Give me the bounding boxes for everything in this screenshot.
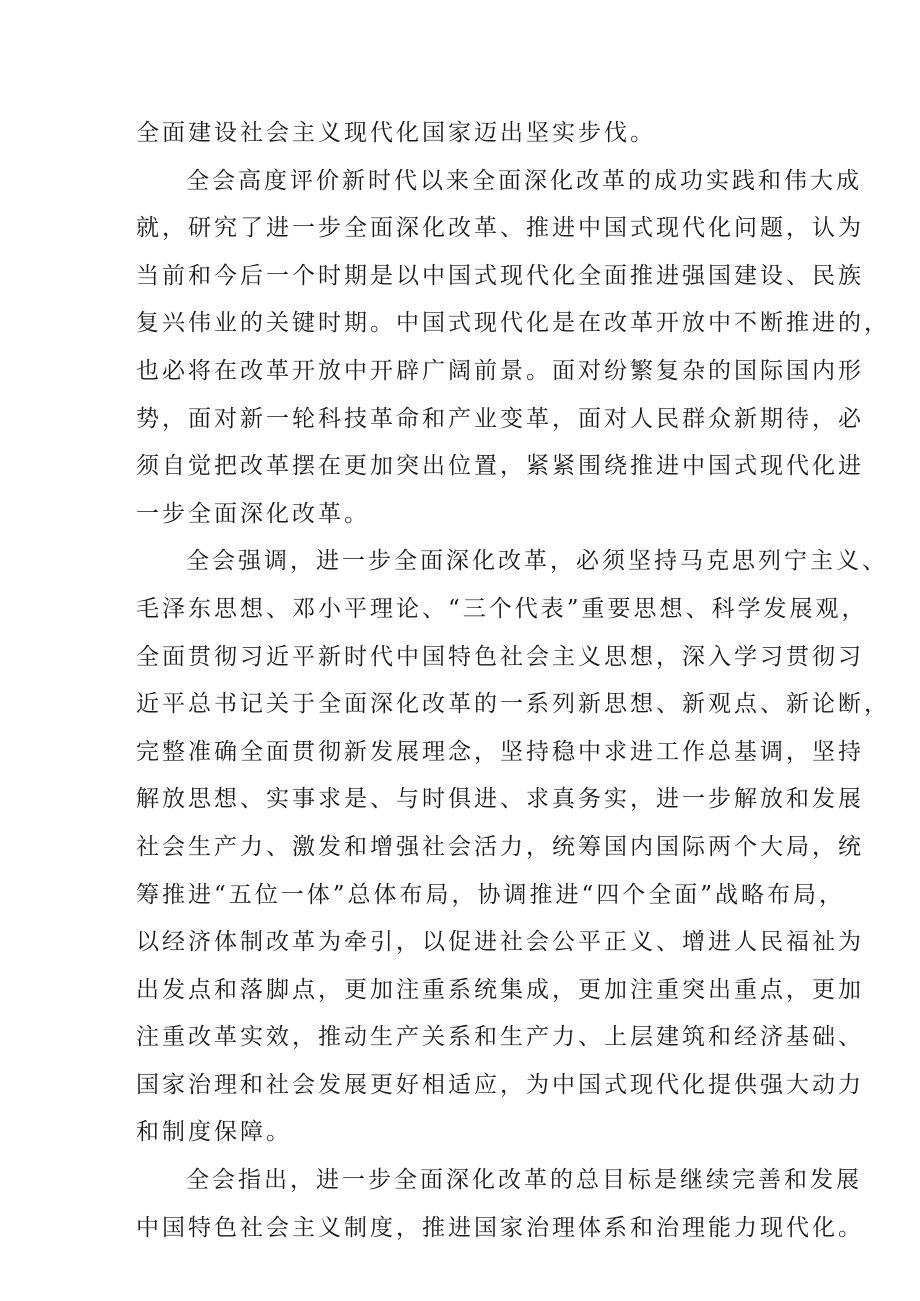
text-line: 国家治理和社会发展更好相适应，为中国式现代化提供强大动力 [136,1071,864,1098]
text-line: 近平总书记关于全面深化改革的一系列新思想、新观点、新论断， [136,691,890,718]
body-text [136,110,890,1252]
text-line: 注重改革实效，推动生产关系和生产力、上层建筑和经济基础、 [136,1024,864,1051]
text-line: 毛泽东思想、邓小平理论、“三个代表”重要思想、科学发展观， [136,595,868,622]
text-line: 须自觉把改革摆在更加突出位置，紧紧围绕推进中国式现代化进 [136,453,864,480]
text-line: 中国特色社会主义制度，推进国家治理体系和治理能力现代化。 [136,1214,864,1241]
text-line: 一步全面深化改革。 [136,500,370,527]
text-line: 和制度保障。 [136,1119,292,1146]
paragraph-first-line: 全会强调，进一步全面深化改革，必须坚持马克思列宁主义、 [186,548,888,575]
text-line: 完整准确全面贯彻新发展理念，坚持稳中求进工作总基调，坚持 [136,738,864,765]
text-line: 筹推进“五位一体”总体布局，协调推进“四个全面”战略布局， [136,881,846,908]
text-line: 全面贯彻习近平新时代中国特色社会主义思想，深入学习贯彻习 [136,643,864,670]
text-line: 以经济体制改革为牵引，以促进社会公平正义、增进人民福祉为 [136,929,864,956]
text-line: 出发点和落脚点，更加注重系统集成，更加注重突出重点，更加 [136,976,864,1003]
paragraph-first-line: 全会指出，进一步全面深化改革的总目标是继续完善和发展 [186,1167,862,1194]
text-line: 复兴伟业的关键时期。中国式现代化是在改革开放中不断推进的， [136,310,890,337]
text-line: 社会生产力、激发和增强社会活力，统筹国内国际两个大局，统 [136,833,864,860]
text-line: 解放思想、实事求是、与时俱进、求真务实，进一步解放和发展 [136,786,864,813]
text-line: 就，研究了进一步全面深化改革、推进中国式现代化问题，认为 [136,215,864,242]
text-line: 势，面对新一轮科技革命和产业变革，面对人民群众新期待，必 [136,405,864,432]
paragraph-first-line: 全会高度评价新时代以来全面深化改革的成功实践和伟大成 [186,167,862,194]
text-line: 全面建设社会主义现代化国家迈出坚实步伐。 [136,120,656,146]
text-line: 也必将在改革开放中开辟广阔前景。面对纷繁复杂的国际国内形 [136,357,864,384]
text-line: 当前和今后一个时期是以中国式现代化全面推进强国建设、民族 [136,262,864,289]
